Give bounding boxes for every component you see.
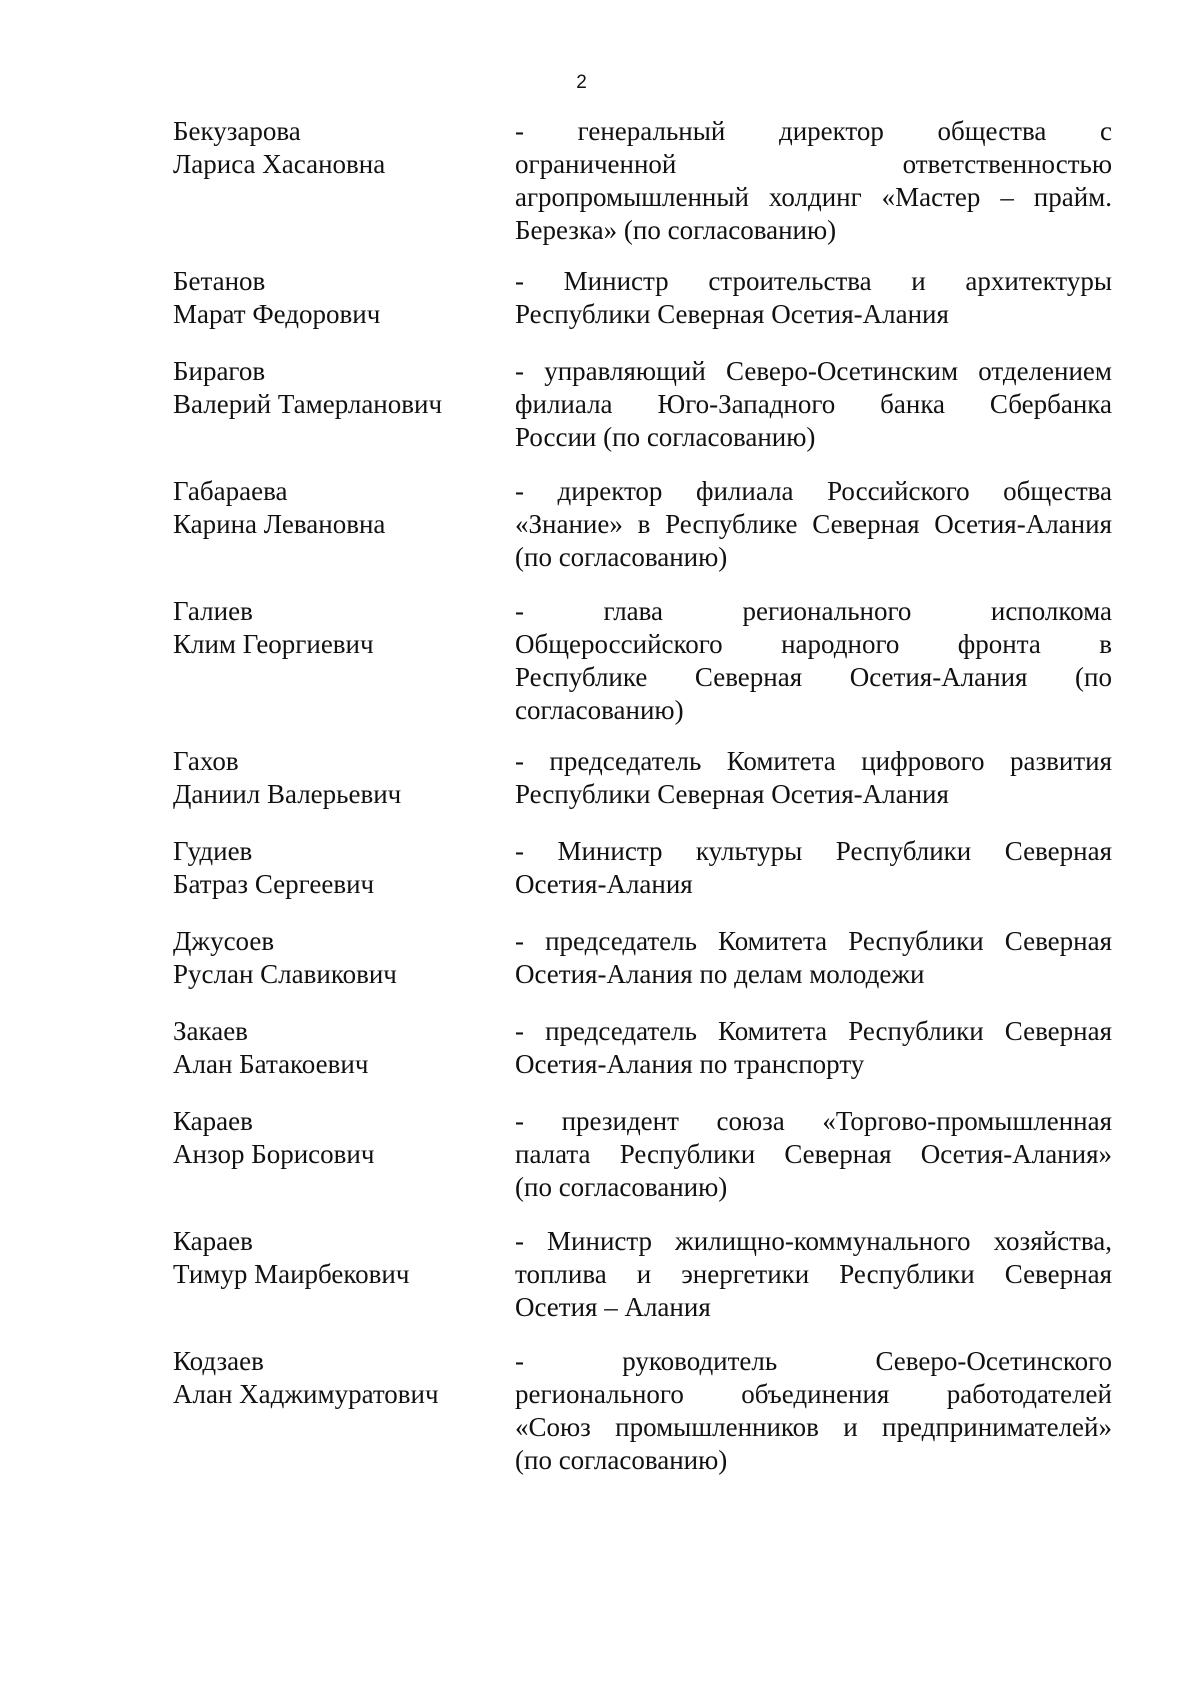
member-given-names: Даниил Валерьевич [173, 779, 402, 809]
position-line: - Министр культуры Республики Северная [515, 836, 1112, 866]
member-given-names: Валерий Тамерланович [173, 389, 443, 419]
position-line: - руководитель Северо-Осетинского [515, 1346, 1112, 1376]
member-given-names: Алан Батакоевич [173, 1049, 369, 1079]
member-position [515, 1015, 1112, 1081]
member-surname: Бекузарова [173, 116, 301, 146]
position-line: - директор филиала Российского общества [515, 476, 1112, 506]
member-given-names: Анзор Борисович [173, 1139, 375, 1169]
member-name [173, 595, 473, 661]
position-line: Республики Северная Осетия-Алания [515, 779, 949, 809]
position-line: Березка» (по согласованию) [515, 215, 837, 245]
position-line: России (по согласованию) [515, 422, 816, 452]
position-line: - председатель Комитета Республики Северная [515, 1016, 1112, 1046]
position-line: филиала Юго-Западного банка Сбербанка [515, 389, 1112, 419]
member-surname: Бетанов [173, 266, 266, 296]
member-surname: Караев [173, 1226, 253, 1256]
position-line: «Союз промышленников и предпринимателей» [515, 1412, 1112, 1442]
position-line: Республике Северная Осетия-Алания (по [515, 662, 1112, 692]
member-given-names: Клим Георгиевич [173, 629, 374, 659]
position-line: палата Республики Северная Осетия-Алания» [515, 1139, 1112, 1169]
position-line: - председатель Комитета Республики Северная [515, 926, 1112, 956]
member-position [515, 115, 1112, 247]
member-surname: Кодзаев [173, 1346, 264, 1376]
position-line: (по согласованию) [515, 1445, 728, 1475]
member-name [173, 925, 473, 991]
member-surname: Габараева [173, 476, 288, 506]
position-line: - управляющий Северо-Осетинским отделением [515, 356, 1112, 386]
member-position [515, 265, 1112, 331]
member-position [515, 835, 1112, 901]
member-name [173, 1015, 473, 1081]
member-position [515, 745, 1112, 811]
member-name [173, 745, 473, 811]
position-line: согласованию) [515, 695, 684, 725]
position-line: топлива и энергетики Республики Северная [515, 1259, 1112, 1289]
position-line: - Министр строительства и архитектуры [515, 266, 1112, 296]
member-name [173, 1345, 473, 1411]
position-line: Общероссийского народного фронта в [515, 629, 1112, 659]
member-surname: Гахов [173, 746, 239, 776]
member-surname: Караев [173, 1106, 253, 1136]
position-line: - Министр жилищно-коммунального хозяйства, [515, 1226, 1112, 1256]
page-number: 2 [576, 72, 587, 93]
member-position [515, 355, 1112, 454]
member-position [515, 1345, 1112, 1477]
position-line: - глава регионального исполкома [515, 596, 1112, 626]
position-line: Осетия-Алания по делам молодежи [515, 959, 925, 989]
member-name [173, 835, 473, 901]
position-line: Осетия-Алания [515, 869, 693, 899]
member-name [173, 1225, 473, 1291]
member-given-names: Батраз Сергеевич [173, 869, 375, 899]
member-name [173, 475, 473, 541]
member-surname: Бирагов [173, 356, 266, 386]
position-line: ограниченной ответственностью [515, 149, 1112, 179]
member-name [173, 355, 473, 421]
position-line: (по согласованию) [515, 1172, 728, 1202]
position-line: Республики Северная Осетия-Алания [515, 299, 949, 329]
member-name [173, 115, 473, 181]
member-given-names: Марат Федорович [173, 299, 381, 329]
member-given-names: Лариса Хасановна [173, 149, 386, 179]
position-line: - генеральный директор общества с [515, 116, 1112, 146]
position-line: агропромышленный холдинг «Мастер – прайм. [515, 182, 1112, 212]
member-position [515, 1105, 1112, 1204]
position-line: - председатель Комитета цифрового развития [515, 746, 1112, 776]
position-line: Осетия-Алания по транспорту [515, 1049, 865, 1079]
position-line: «Знание» в Республике Северная Осетия-Алания [515, 509, 1112, 539]
member-surname: Джусоев [173, 926, 275, 956]
position-line: - президент союза «Торгово-промышленная [515, 1106, 1112, 1136]
member-position [515, 475, 1112, 574]
position-line: (по согласованию) [515, 542, 728, 572]
member-position [515, 595, 1112, 727]
member-surname: Галиев [173, 596, 253, 626]
member-name [173, 265, 473, 331]
position-line: регионального объединения работодателей [515, 1379, 1112, 1409]
member-surname: Гудиев [173, 836, 253, 866]
member-name [173, 1105, 473, 1171]
member-given-names: Руслан Славикович [173, 959, 397, 989]
member-position [515, 925, 1112, 991]
position-line: Осетия – Алания [515, 1292, 711, 1322]
member-given-names: Тимур Маирбекович [173, 1259, 410, 1289]
member-given-names: Карина Левановна [173, 509, 386, 539]
member-surname: Закаев [173, 1016, 248, 1046]
member-position [515, 1225, 1112, 1324]
member-given-names: Алан Хаджимуратович [173, 1379, 439, 1409]
